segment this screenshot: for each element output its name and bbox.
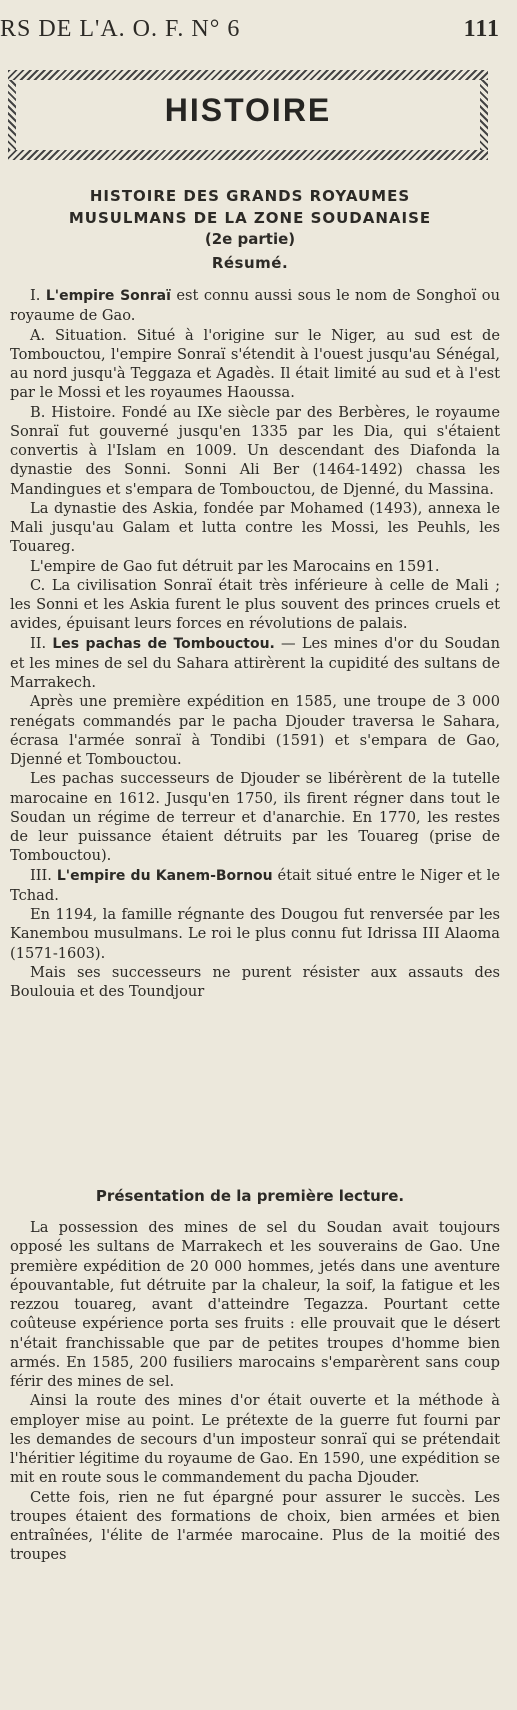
resume-body [10, 286, 500, 1001]
paragraph-text: est connu aussi sous le nom de Songhoï ou royaume de Gao. [10, 287, 500, 325]
article-title-line2: MUSULMANS DE LA ZONE SOUDANAISE [68, 209, 432, 227]
presentation-heading: Présentation de la première lecture. [95, 1187, 405, 1205]
section-banner [8, 70, 488, 160]
resume-heading: Résumé. [211, 254, 289, 272]
paragraph [10, 286, 500, 326]
section-number: III. [30, 866, 57, 884]
banner-border-bottom [8, 150, 488, 160]
paragraph: Les pachas successeurs de Djouder se libérèrent de la tutelle marocaine en 1612. Jusqu'en 1750, ils firent régner dans tout le Soudan un régime de terreur et d'anarchie. En 1770, les restes de leur puissance étaient détruits par les Touareg (prise de Tombouctou). [10, 770, 500, 865]
paragraph: En 1194, la famille régnante des Dougou fut renversée par les Kanembou musulmans. Le roi le plus connu fut Idrissa III Alaoma (1571-1603). [10, 906, 500, 962]
article-title-line1: HISTOIRE DES GRANDS ROYAUMES [89, 187, 411, 205]
paragraph [10, 634, 500, 693]
paragraph: Ainsi la route des mines d'or était ouverte et la méthode à employer mise au point. Le prétexte de la guerre fut fourni par les demandes de secours d'un imposteur sonraï qui se prétendait l'héritier légitime du royaume de Gao. En 1590, une expédition se mit en route sous le commandement du pacha Djouder. [10, 1392, 500, 1487]
paragraph: La dynastie des Askia, fondée par Mohamed (1493), annexa le Mali jusqu'au Galam et lutta contre les Mossi, les Peuhls, les Touareg. [10, 499, 500, 556]
paragraph: A. Situation. Situé à l'origine sur le Niger, au sud est de Tombouctou, l'empire Sonraï s'étendit à l'ouest jusqu'au Sénégal, au nord jusqu'à Teggaza et Agadès. Il était limité au sud et à l'est par le Mossi et les royaumes Haoussa. [10, 326, 500, 402]
paragraph: Mais ses successeurs ne purent résister aux assauts des Boulouia et des Toundjour [10, 963, 500, 1000]
section-number: I. [30, 287, 46, 304]
presentation-body [10, 1218, 500, 1565]
paragraph [10, 866, 500, 906]
banner-title: HISTOIRE [164, 92, 332, 128]
section-number: II. [30, 634, 53, 652]
section-title: L'empire du Kanem-Bornou [56, 867, 273, 884]
paragraph: Après une première expédition en 1585, une troupe de 3 000 renégats commandés par le pacha Djouder traversa le Sahara, écrasa l'armée sonraï à Tondibi (1591) et s'empara de Gao, Djenné et Tombouctou. [10, 693, 500, 768]
running-header [0, 10, 500, 50]
paragraph: C. La civilisation Sonraï était très inférieure à celle de Mali ; les Sonni et les Askia furent le plus souvent des princes cruels et avides, épuisant leurs forces en révolutions de palais. [10, 576, 500, 633]
paragraph: L'empire de Gao fut détruit par les Marocains en 1591. [30, 557, 440, 575]
paragraph-text: était situé entre le Niger et le Tchad. [10, 866, 500, 904]
paragraph: La possession des mines de sel du Soudan avait toujours opposé les sultans de Marrakech et les souverains de Gao. Une première expédition de 20 000 hommes, jetés dans une aventure épouvantable, fut détruite par la chaleur, la soif, la fatigue et les rezzou touareg, avant d'atteindre Tegazza. Pourtant cette coûteuse expérience porta ses fruits : elle prouvait que le désert n'était franchissable que par de petites troupes d'homme bien armés. En 1585, 200 fusiliers marocains s'emparèrent sans coup férir des mines de sel. [10, 1219, 500, 1390]
header-title: RS DE L'A. O. F. N° 6 [0, 16, 241, 42]
banner-border-top [8, 70, 488, 80]
article-part: (2e partie) [204, 230, 296, 248]
paragraph: B. Histoire. Fondé au IXe siècle par des Berbères, le royaume Sonraï fut gouverné jusqu'en 1335 par les Dia, qui s'étaient convertis à l'Islam en 1009. Un descendant des Diafonda la dynastie des Sonni. Sonni Ali Ber (1464-1492) chassa les Mandingues et s'empara de Tombouctou, de Djenné, du Massina. [10, 403, 500, 498]
page-number: 111 [463, 16, 500, 42]
section-title: Les pachas de Tombouctou. [52, 635, 275, 652]
section-title: L'empire Sonraï [45, 288, 171, 304]
paragraph-text: — Les mines d'or du Soudan et les mines de sel du Sahara attirèrent la cupidité des sultans de Marrakech. [10, 634, 500, 691]
paragraph: Cette fois, rien ne fut épargné pour assurer le succès. Les troupes étaient des formations de choix, bien armées et bien entraînées, l'élite de l'armée marocaine. Plus de la moitié des troupes [10, 1488, 500, 1564]
